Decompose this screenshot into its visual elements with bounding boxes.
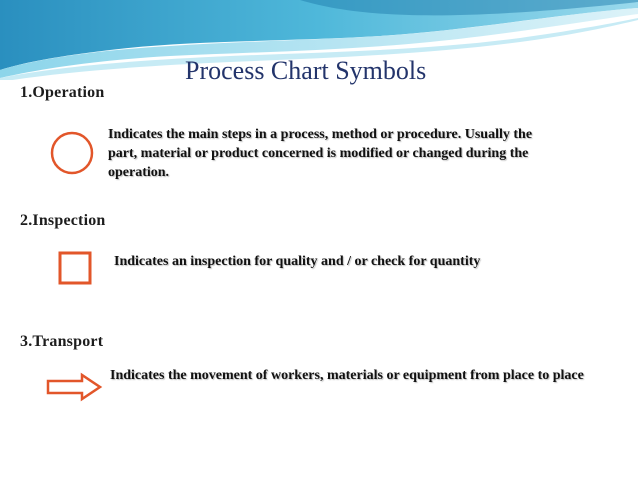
circle-icon [49, 130, 95, 176]
square-icon [58, 251, 94, 285]
arrow-right-icon [46, 372, 104, 402]
inspection-description: Indicates an inspection for quality and / or check for quantity [114, 254, 481, 269]
section-heading-inspection: 2.Inspection [20, 212, 106, 229]
section-heading-operation: 1.Operation [20, 84, 105, 101]
operation-description: Indicates the main steps in a process, method or procedure. Usually the part, material or product concerned is modified or changed during the operation. [108, 127, 533, 180]
slide-title: Process Chart Symbols [185, 56, 427, 85]
transport-description: Indicates the movement of workers, materials or equipment from place to place [110, 368, 584, 383]
section-heading-transport: 3.Transport [20, 333, 104, 350]
